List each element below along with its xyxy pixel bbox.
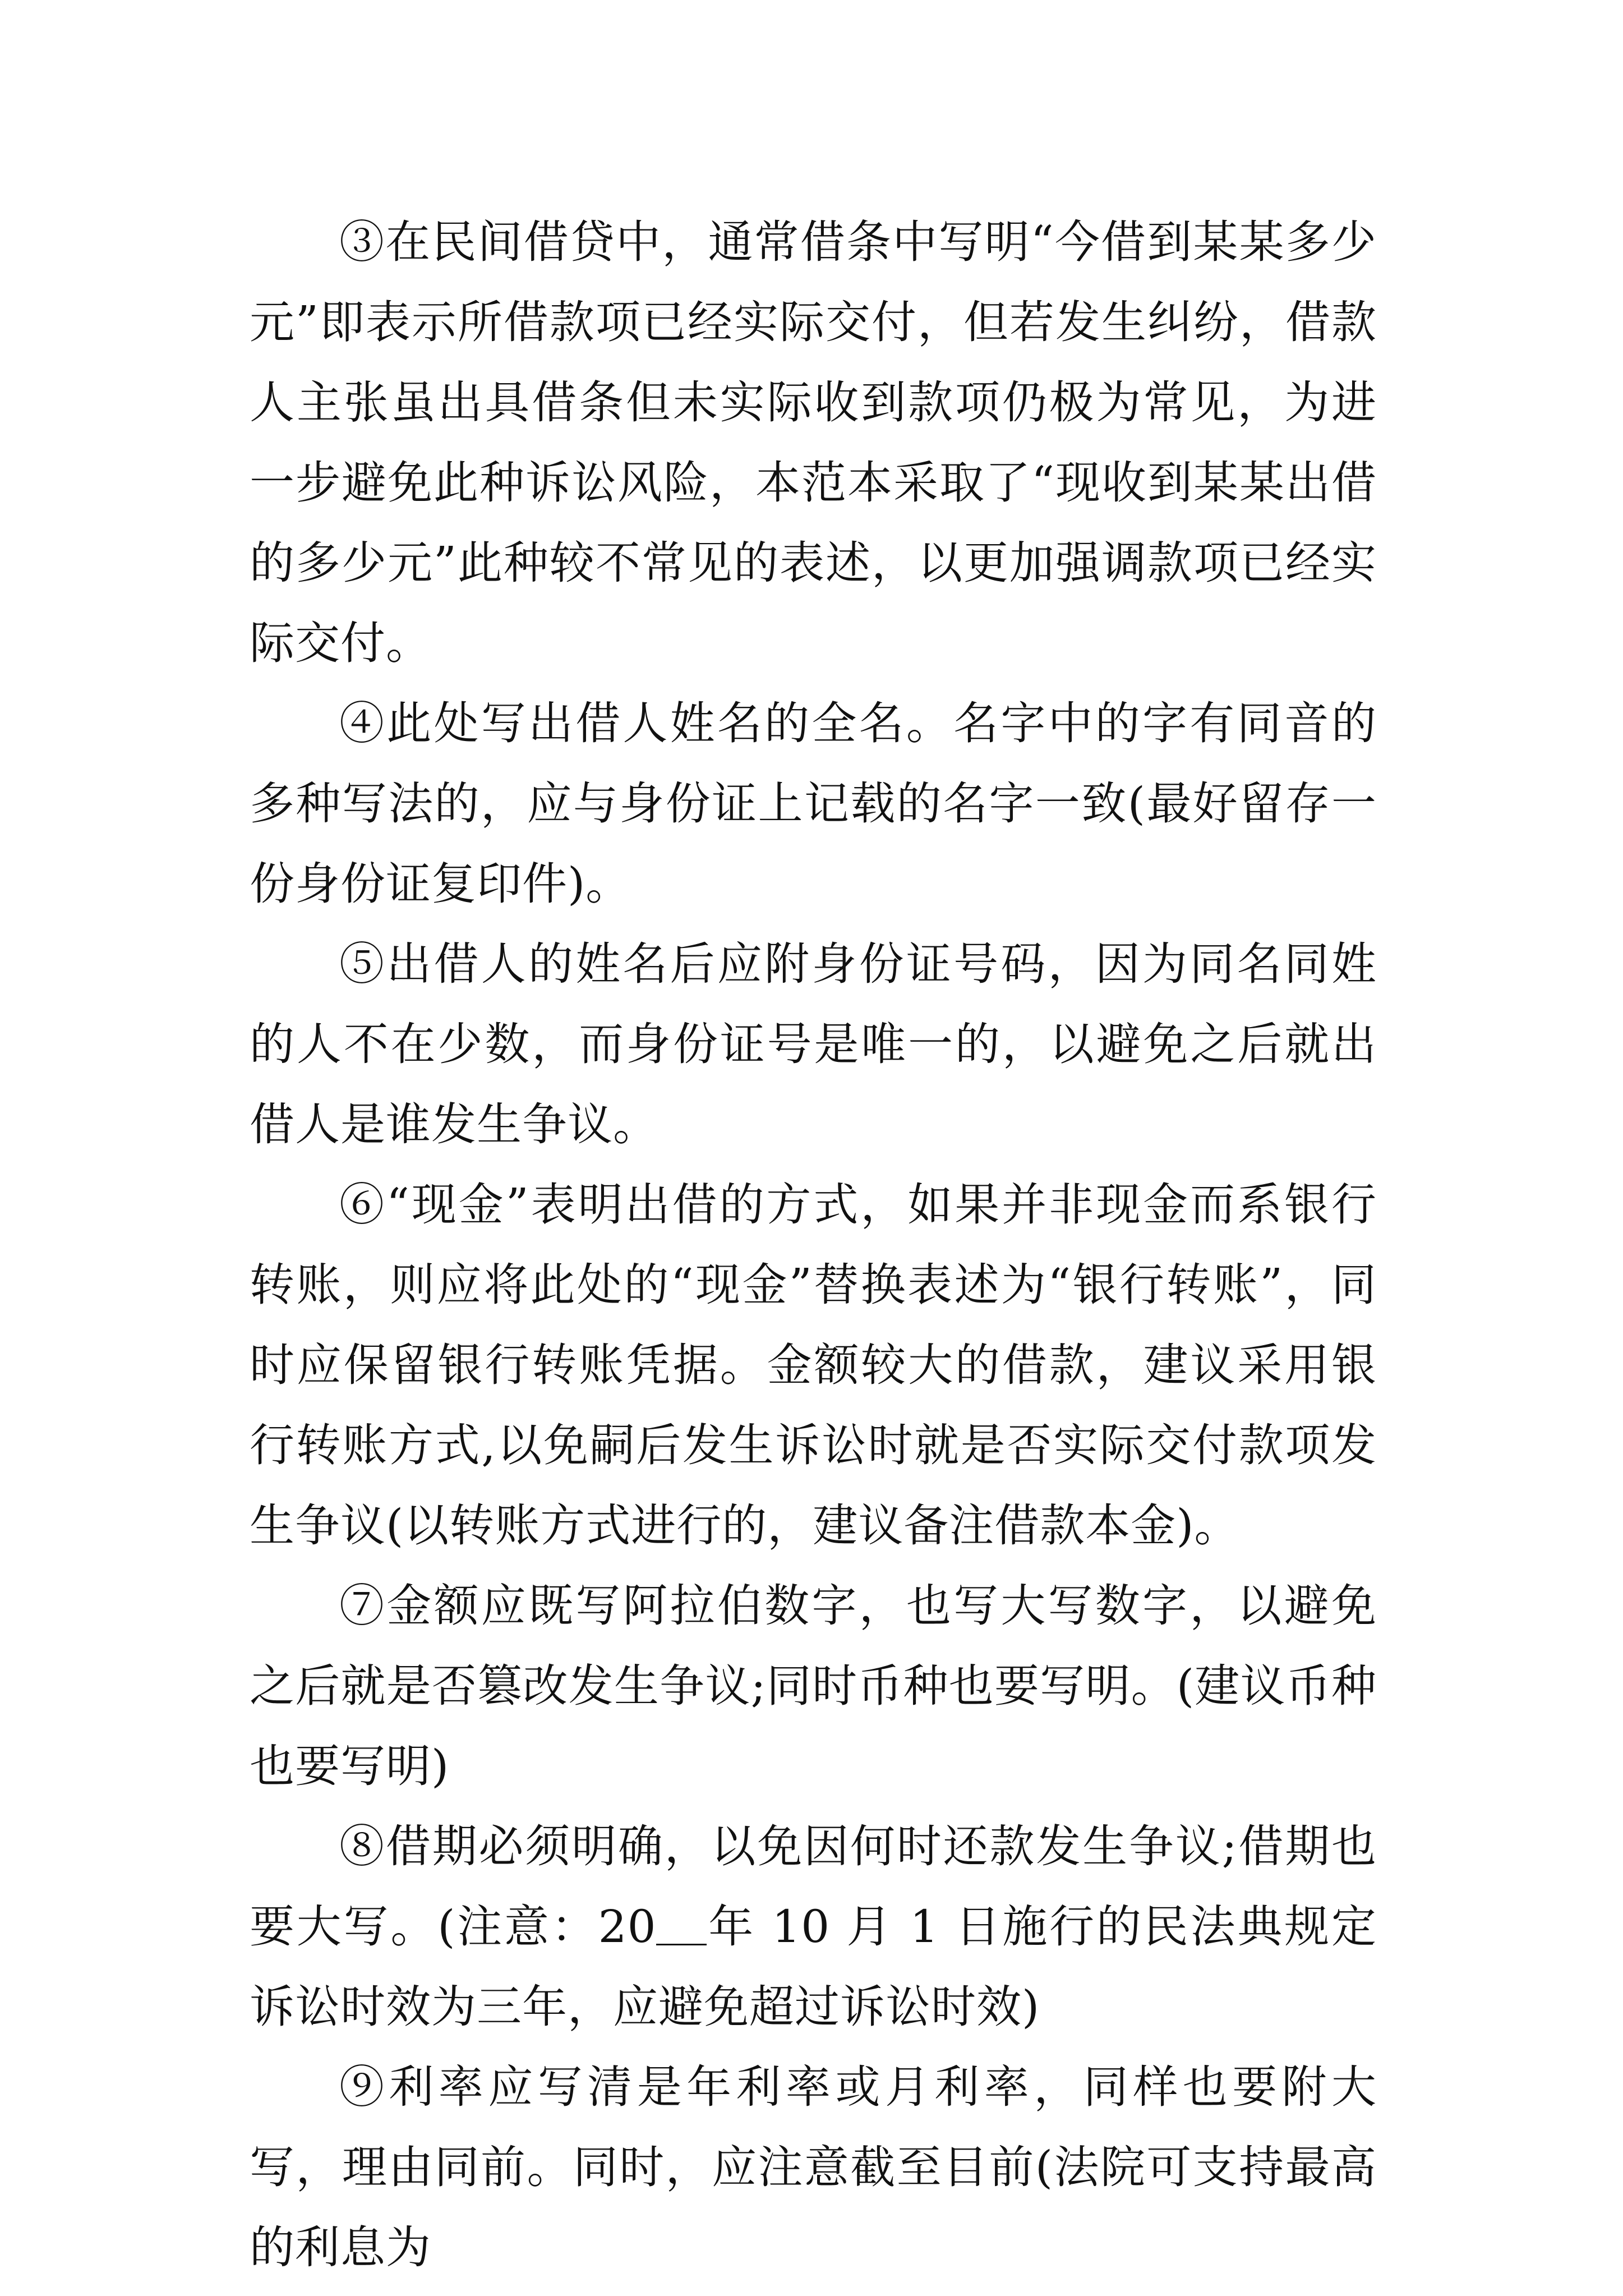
paragraph-note-6: ⑥“现金”表明出借的方式，如果并非现金而系银行转账，则应将此处的“现金”替换表述为“银行转账”，同时应保留银行转账凭据。金额较大的借款，建议采用银行转账方式,以免嗣后发生诉讼时就是否实际交付款项发生争议(以转账方式进行的，建议备注借款本金)。	[250, 1179, 1377, 1552]
paragraph-note-3: ③在民间借贷中，通常借条中写明“今借到某某多少元”即表示所借款项已经实际交付，但若发生纠纷，借款人主张虽出具借条但未实际收到款项仍极为常见，为进一步避免此种诉讼风险，本范本采取了“现收到某某出借的多少元”此种较不常见的表述，以更加强调款项已经实际交付。	[250, 216, 1377, 669]
document-body	[250, 202, 1377, 2288]
year-prefix: 20	[598, 1901, 657, 1953]
year-blank	[656, 1899, 707, 1945]
paragraph-note-8	[250, 1806, 1377, 2047]
paragraph-note-9: ⑨利率应写清是年利率或月利率，同样也要附大写，理由同前。同时，应注意截至目前(法院可支持最高的利息为	[250, 2061, 1377, 2274]
paragraph-note-5: ⑤出借人的姓名后应附身份证号码，因为同名同姓的人不在少数，而身份证号是唯一的，以避免之后就出借人是谁发生争议。	[250, 938, 1377, 1151]
note-8-text: ⑧借期必须明确，以免因何时还款发生争议;借期也要大写。(注意：	[250, 1820, 1377, 1953]
note-8-rest: 年 10 月 1 日施行的民法典规定诉讼时效为三年，应避免超过诉讼时效)	[250, 1901, 1377, 2033]
paragraph-note-7: ⑦金额应既写阿拉伯数字，也写大写数字，以避免之后就是否篡改发生争议;同时币种也要写明。(建议币种也要写明)	[250, 1580, 1377, 1792]
paragraph-note-4: ④此处写出借人姓名的全名。名字中的字有同音的多种写法的，应与身份证上记载的名字一致(最好留存一份身份证复印件)。	[250, 697, 1377, 910]
